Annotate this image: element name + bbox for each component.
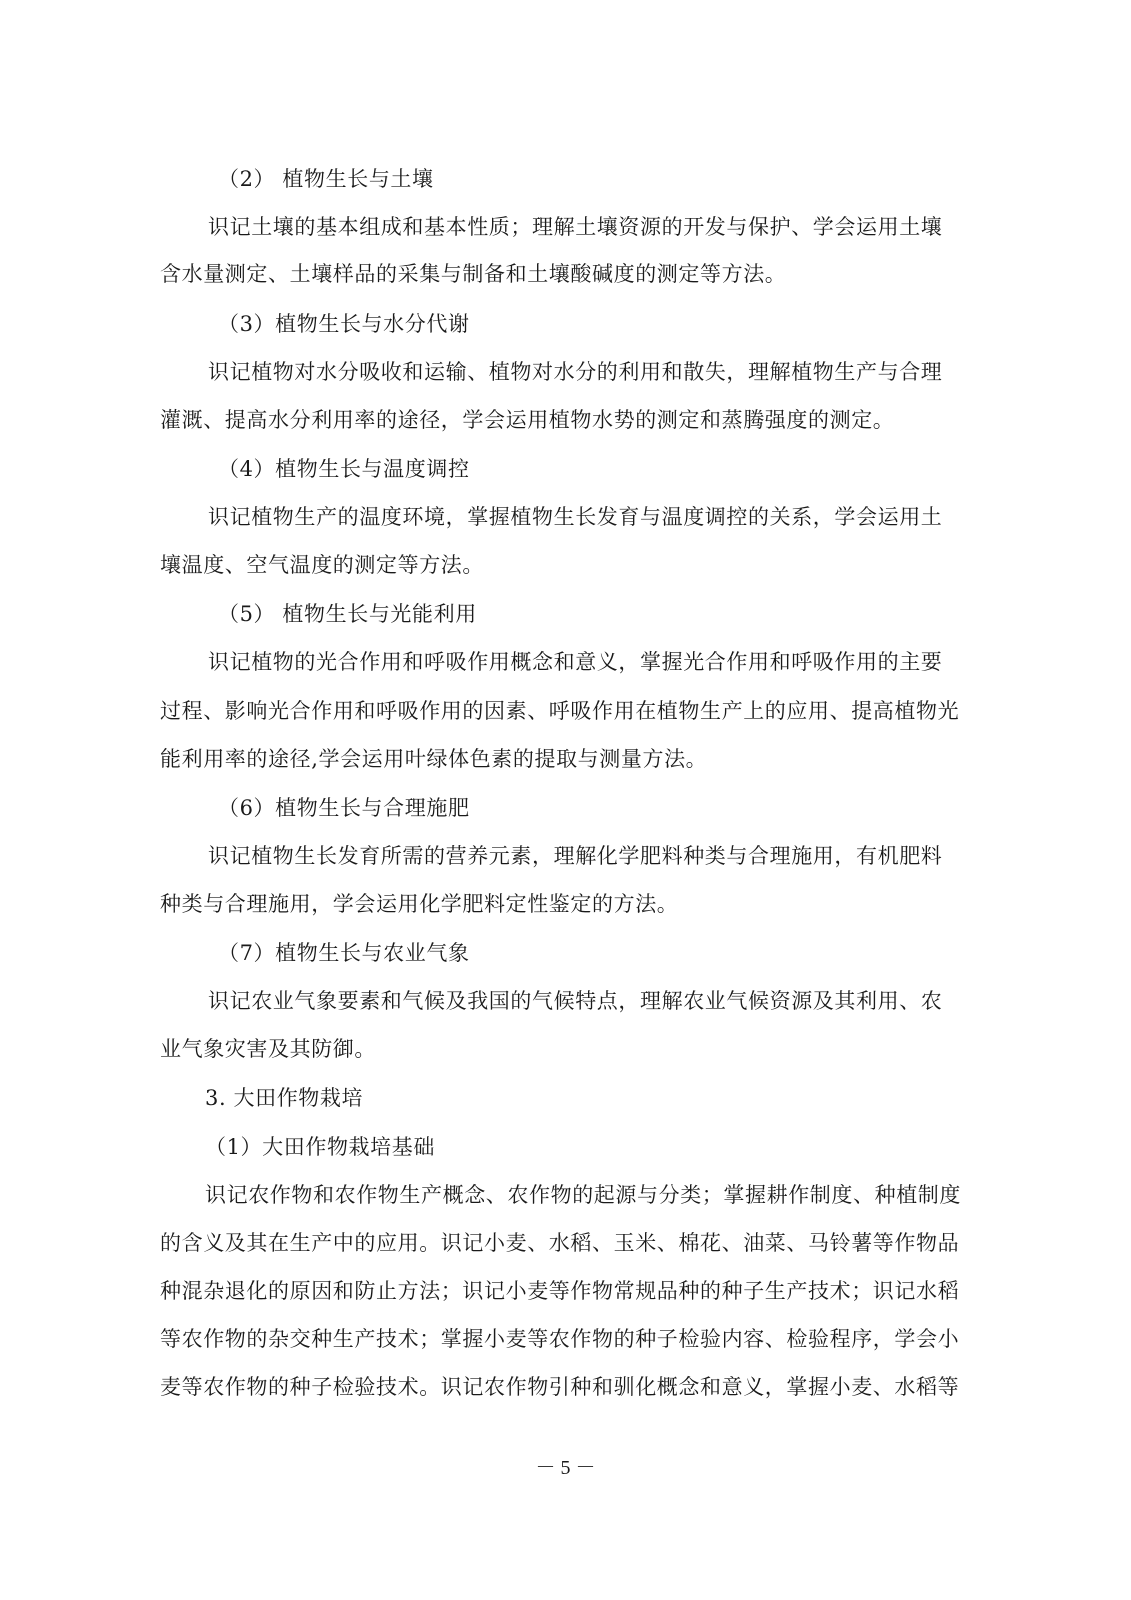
section-heading-3: （3）植物生长与水分代谢 [218, 312, 470, 336]
paragraph-line: 识记植物生产的温度环境，掌握植物生长发育与温度调控的关系，学会运用土 [208, 505, 943, 529]
chapter-heading: 3. 大田作物栽培 [205, 1086, 364, 1110]
paragraph-line: 业气象灾害及其防御。 [160, 1037, 376, 1061]
paragraph-line: 壤温度、空气温度的测定等方法。 [160, 553, 484, 577]
section-heading-5: （5） 植物生长与光能利用 [218, 602, 477, 626]
paragraph-line: 种混杂退化的原因和防止方法；识记小麦等作物常规品种的种子生产技术；识记水稻 [160, 1279, 960, 1303]
paragraph-line: 识记植物生长发育所需的营养元素，理解化学肥料种类与合理施用，有机肥料 [208, 844, 943, 868]
paragraph-line: 识记农作物和农作物生产概念、农作物的起源与分类；掌握耕作制度、种植制度 [205, 1183, 961, 1207]
section-heading-2: （2） 植物生长与土壤 [218, 167, 434, 191]
paragraph-line: 麦等农作物的种子检验技术。识记农作物引种和驯化概念和意义，掌握小麦、水稻等 [160, 1375, 960, 1399]
subsection-heading-1: （1）大田作物栽培基础 [205, 1135, 435, 1159]
paragraph-line: 识记植物对水分吸收和运输、植物对水分的利用和散失，理解植物生产与合理 [208, 360, 943, 384]
section-heading-6: （6）植物生长与合理施肥 [218, 796, 470, 820]
paragraph-line: 过程、影响光合作用和呼吸作用的因素、呼吸作用在植物生产上的应用、提高植物光 [160, 699, 960, 723]
paragraph-line: 的含义及其在生产中的应用。识记小麦、水稻、玉米、棉花、油菜、马铃薯等作物品 [160, 1231, 960, 1255]
paragraph-line: 含水量测定、土壤样品的采集与制备和土壤酸碱度的测定等方法。 [160, 262, 787, 286]
paragraph-line: 等农作物的杂交种生产技术；掌握小麦等农作物的种子检验内容、检验程序，学会小 [160, 1327, 960, 1351]
paragraph-line: 识记农业气象要素和气候及我国的气候特点，理解农业气候资源及其利用、农 [208, 989, 943, 1013]
paragraph-line: 识记植物的光合作用和呼吸作用概念和意义，掌握光合作用和呼吸作用的主要 [208, 650, 943, 674]
paragraph-line: 种类与合理施用，学会运用化学肥料定性鉴定的方法。 [160, 892, 679, 916]
paragraph-line: 识记土壤的基本组成和基本性质；理解土壤资源的开发与保护、学会运用土壤 [208, 215, 943, 239]
section-heading-7: （7）植物生长与农业气象 [218, 941, 470, 965]
page-number: － 5 － [535, 1457, 596, 1479]
paragraph-line: 能利用率的途径,学会运用叶绿体色素的提取与测量方法。 [160, 747, 708, 771]
section-heading-4: （4）植物生长与温度调控 [218, 457, 470, 481]
paragraph-line: 灌溉、提高水分利用率的途径，学会运用植物水势的测定和蒸腾强度的测定。 [160, 408, 895, 432]
